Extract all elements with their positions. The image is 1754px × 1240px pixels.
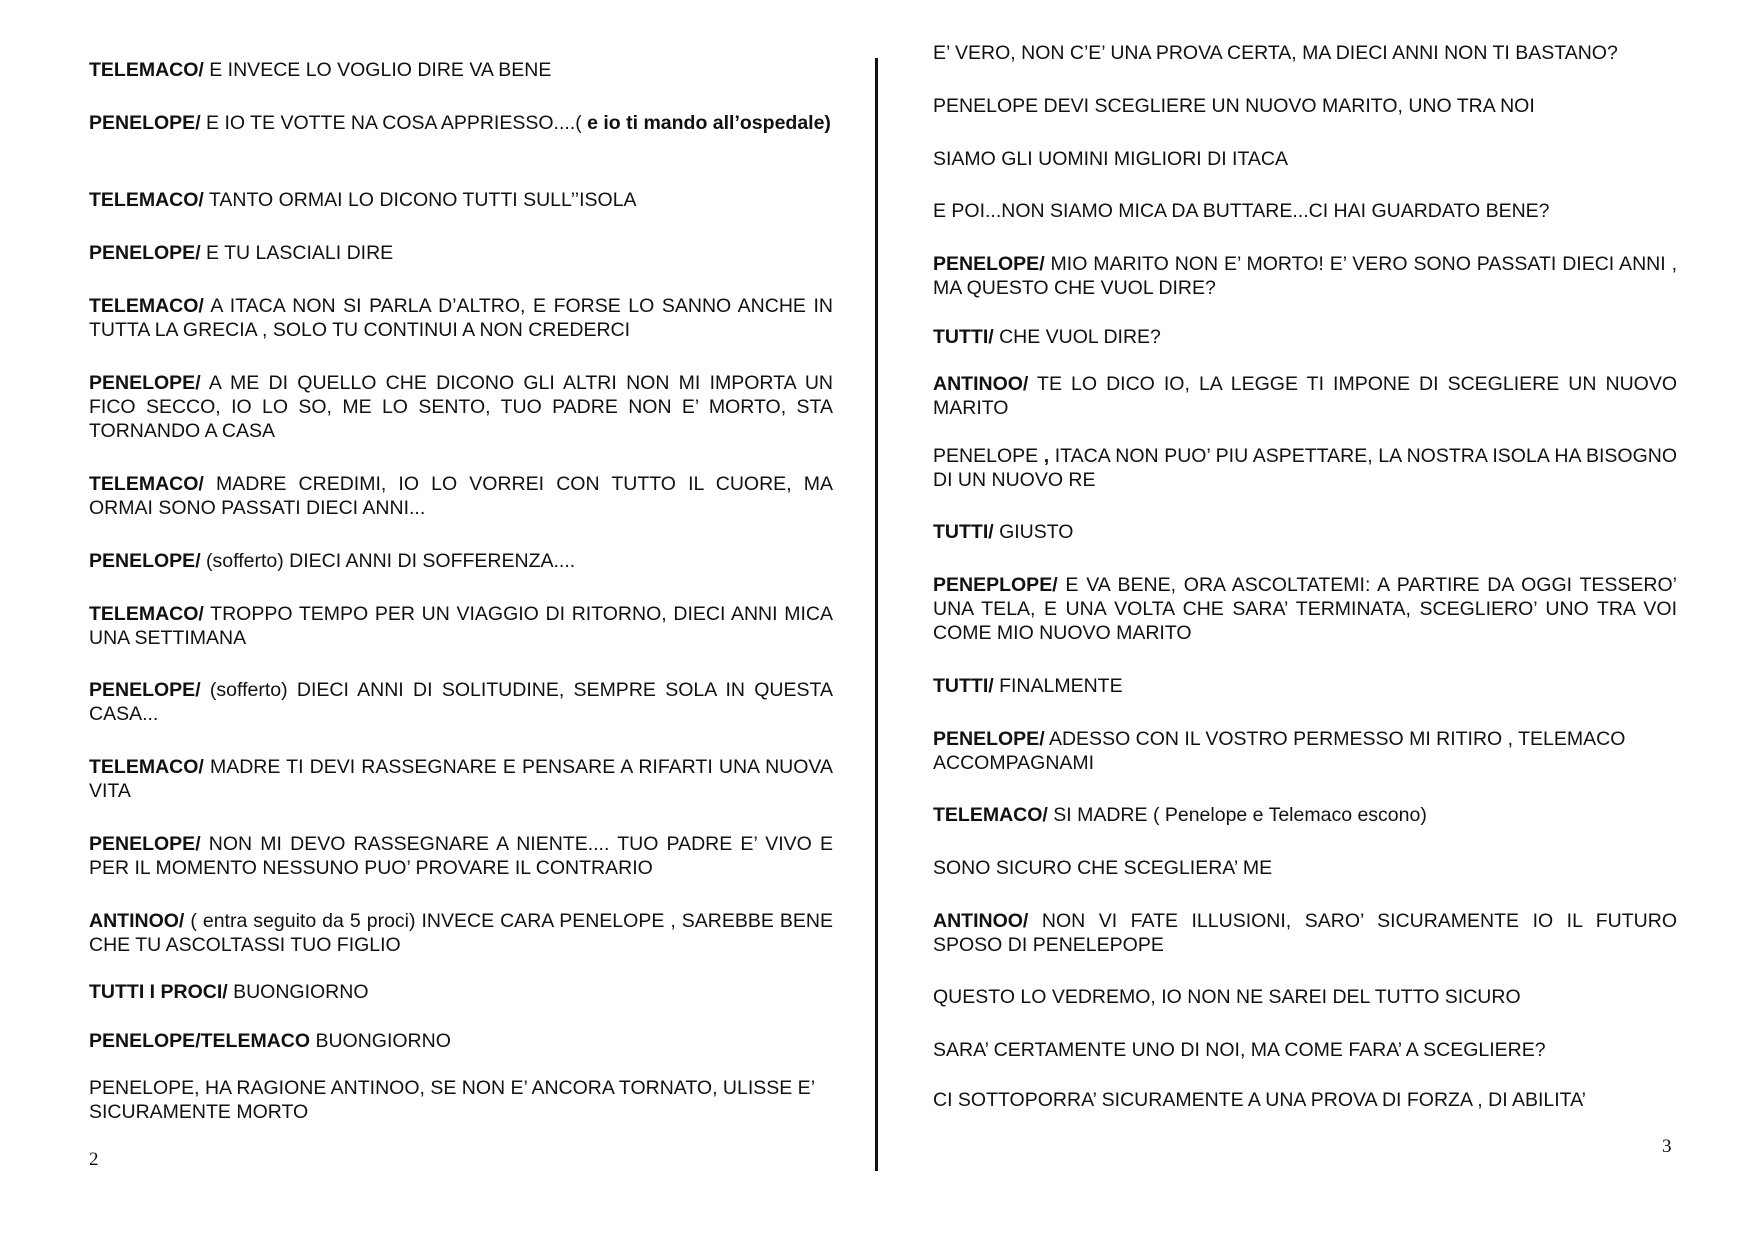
dialogue-line	[933, 1088, 1677, 1112]
speaker-name: TUTTI	[933, 675, 989, 697]
speaker-name: PENELOPE	[89, 242, 196, 264]
line-text: TE LO DICO IO, LA LEGGE TI IMPONE DI SCEGLIERE UN NUOVO MARITO	[933, 373, 1677, 419]
line-text: MIO MARITO NON E’ MORTO! E’ VERO SONO PASSATI DIECI ANNI , MA QUESTO CHE VUOL DIRE?	[933, 253, 1677, 299]
line-text: CHE VUOL DIRE?	[993, 326, 1161, 348]
line-text: ADESSO CON IL VOSTRO PERMESSO MI RITIRO , TELEMACO ACCOMPAGNAMI	[933, 728, 1626, 774]
dialogue-line: TELEMACO/ E INVECE LO VOGLIO DIRE VA BENE	[89, 59, 552, 81]
dialogue-line: ANTINOO/ NON VI FATE ILLUSIONI, SARO’ SICURAMENTE IO IL FUTURO SPOSO DI PENELEPOPE	[933, 910, 1677, 956]
dialogue-line: TUTTI/ CHE VUOL DIRE?	[933, 326, 1161, 348]
line-text: A ME DI QUELLO CHE DICONO GLI ALTRI NON MI IMPORTA UN FICO SECCO, IO LO SO, ME LO SENTO, TUO PADRE NON E’ MORTO, STA TORNANDO A CASA	[89, 372, 833, 442]
speaker-name: TELEMACO	[89, 473, 199, 495]
speaker-name: PENELOPE	[89, 550, 196, 572]
line-text: A ITACA NON SI PARLA D’ALTRO, E FORSE LO SANNO ANCHE IN TUTTA LA GRECIA , SOLO TU CONTINUI A NON CREDERCI	[89, 295, 833, 341]
dialogue-line: TUTTI/ GIUSTO	[933, 521, 1074, 543]
dialogue-line: ANTINOO/ TE LO DICO IO, LA LEGGE TI IMPONE DI SCEGLIERE UN NUOVO MARITO	[933, 373, 1677, 419]
speaker-name: PENELOPE	[933, 728, 1040, 750]
speaker-name: TELEMACO	[89, 756, 199, 778]
dialogue-line: PENEPLOPE/ E VA BENE, ORA ASCOLTATEMI: A PARTIRE DA OGGI TESSERO’ UNA TELA, E UNA VOLTA CHE SARA’ TERMINATA, SCEGLIERO’ UNO TRA VOI COME MIO NUOVO MARITO	[933, 574, 1677, 644]
line-text: GIUSTO	[993, 521, 1074, 543]
line-text: MADRE CREDIMI, IO LO VORREI CON TUTTO IL CUORE, MA ORMAI SONO PASSATI DIECI ANNI...	[89, 473, 833, 519]
dialogue-line: TELEMACO/ MADRE CREDIMI, IO LO VORREI CON TUTTO IL CUORE, MA ORMAI SONO PASSATI DIECI ANNI...	[89, 473, 833, 519]
line-text: E’ VERO, NON C’E’ UNA PROVA CERTA, MA DIECI ANNI NON TI BASTANO?	[933, 42, 1618, 64]
dialogue-line: PENELOPE/ E IO TE VOTTE NA COSA APPRIESSO....( e io ti mando all’ospedale)	[89, 112, 831, 134]
speaker-name: PENELOPE/TELEMACO	[89, 1030, 311, 1052]
speaker-name: TUTTI	[933, 326, 989, 348]
speaker-name: TELEMACO	[89, 59, 199, 81]
speaker-name: ANTINOO	[933, 910, 1023, 932]
speaker-name: PENELOPE	[89, 372, 196, 394]
dialogue-line: TELEMACO/ TROPPO TEMPO PER UN VIAGGIO DI RITORNO, DIECI ANNI MICA UNA SETTIMANA	[89, 603, 833, 649]
page-number-right: 3	[1662, 1136, 1672, 1157]
dialogue-line: TELEMACO/ MADRE TI DEVI RASSEGNARE E PENSARE A RIFARTI UNA NUOVA VITA	[89, 756, 833, 802]
dialogue-line	[933, 985, 1677, 1009]
line-text: QUESTO LO VEDREMO, IO NON NE SAREI DEL TUTTO SICURO	[933, 986, 1521, 1008]
line-text: SI MADRE ( Penelope e Telemaco escono)	[1047, 804, 1427, 826]
speaker-name: PENEPLOPE	[933, 574, 1053, 596]
line-text: ( entra seguito da 5 proci) INVECE CARA PENELOPE , SAREBBE BENE CHE TU ASCOLTASSI TUO FIGLIO	[89, 910, 833, 956]
line-text: SONO SICURO CHE SCEGLIERA’ ME	[933, 857, 1273, 879]
dialogue-line	[933, 856, 1677, 880]
dialogue-line: PENELOPE/ E TU LASCIALI DIRE	[89, 242, 394, 264]
page-divider	[875, 58, 878, 1171]
dialogue-line	[933, 199, 1677, 223]
speaker-name: PENELOPE	[89, 833, 196, 855]
dialogue-line	[933, 41, 1677, 65]
line-text: PENELOPE, HA RAGIONE ANTINOO, SE NON E’ ANCORA TORNATO, ULISSE E’ SICURAMENTE MORTO	[89, 1077, 815, 1123]
dialogue-line: ANTINOO/ ( entra seguito da 5 proci) INVECE CARA PENELOPE , SAREBBE BENE CHE TU ASCOLTASSI TUO FIGLIO	[89, 910, 833, 956]
line-text: CI SOTTOPORRA’ SICURAMENTE A UNA PROVA DI FORZA , DI ABILITA’	[933, 1089, 1587, 1111]
speaker-name: TUTTI I PROCI	[89, 981, 223, 1003]
speaker-name: TELEMACO	[89, 295, 199, 317]
line-text: SIAMO GLI UOMINI MIGLIORI DI ITACA	[933, 148, 1289, 170]
speaker-name: TUTTI	[933, 521, 989, 543]
line-text: (sofferto) DIECI ANNI DI SOLITUDINE, SEMPRE SOLA IN QUESTA CASA...	[89, 679, 833, 725]
stage-direction: e io ti mando all’ospedale)	[587, 112, 831, 134]
dialogue-line: PENELOPE/ A ME DI QUELLO CHE DICONO GLI ALTRI NON MI IMPORTA UN FICO SECCO, IO LO SO, ME LO SENTO, TUO PADRE NON E’ MORTO, STA TORNANDO A CASA	[89, 372, 833, 442]
line-text: BUONGIORNO	[227, 981, 369, 1003]
dialogue-line	[89, 1029, 833, 1053]
speaker-name: PENELOPE	[89, 112, 196, 134]
line-text: E VA BENE, ORA ASCOLTATEMI: A PARTIRE DA OGGI TESSERO’ UNA TELA, E UNA VOLTA CHE SARA’ TERMINATA, SCEGLIERO’ UNO TRA VOI COME MIO NUOVO MARITO	[933, 574, 1677, 644]
dialogue-line	[89, 1076, 833, 1124]
dialogue-line	[933, 94, 1677, 118]
line-text: BUONGIORNO	[310, 1030, 451, 1052]
page-number-left: 2	[89, 1149, 99, 1170]
line-text: PENELOPE DEVI SCEGLIERE UN NUOVO MARITO, UNO TRA NOI	[933, 95, 1535, 117]
dialogue-line	[933, 1038, 1677, 1062]
line-text: SARA’ CERTAMENTE UNO DI NOI, MA COME FARA’ A SCEGLIERE?	[933, 1039, 1546, 1061]
line-text: E IO TE VOTTE NA COSA APPRIESSO....(	[200, 112, 588, 134]
line-text: MADRE TI DEVI RASSEGNARE E PENSARE A RIFARTI UNA NUOVA VITA	[89, 756, 833, 802]
dialogue-line: TELEMACO/ SI MADRE ( Penelope e Telemaco escono)	[933, 804, 1427, 826]
dialogue-line: PENELOPE/ NON MI DEVO RASSEGNARE A NIENTE.... TUO PADRE E’ VIVO E PER IL MOMENTO NESSUNO PUO’ PROVARE IL CONTRARIO	[89, 833, 833, 879]
line-text: (sofferto) DIECI ANNI DI SOFFERENZA....	[200, 550, 576, 572]
line-text: FINALMENTE	[993, 675, 1123, 697]
speaker-name: PENELOPE	[89, 679, 196, 701]
dialogue-line: PENELOPE , ITACA NON PUO’ PIU ASPETTARE, LA NOSTRA ISOLA HA BISOGNO DI UN NUOVO RE	[933, 445, 1677, 491]
line-text: NON VI FATE ILLUSIONI, SARO’ SICURAMENTE IO IL FUTURO SPOSO DI PENELEPOPE	[933, 910, 1677, 956]
dialogue-line: PENELOPE/ MIO MARITO NON E’ MORTO! E’ VERO SONO PASSATI DIECI ANNI , MA QUESTO CHE VUOL DIRE?	[933, 253, 1677, 299]
speaker-name: PENELOPE	[933, 253, 1040, 275]
dialogue-line: TUTTI/ FINALMENTE	[933, 675, 1123, 697]
line-text: E POI...NON SIAMO MICA DA BUTTARE...CI HAI GUARDATO BENE?	[933, 200, 1550, 222]
line-text: E TU LASCIALI DIRE	[200, 242, 394, 264]
speaker-name: TELEMACO	[89, 603, 199, 625]
speaker-name: ANTINOO	[89, 910, 179, 932]
line-text: E INVECE LO VOGLIO DIRE VA BENE	[203, 59, 552, 81]
dialogue-line: TELEMACO/ TANTO ORMAI LO DICONO TUTTI SULL’’ISOLA	[89, 189, 637, 211]
dialogue-line: TELEMACO/ A ITACA NON SI PARLA D’ALTRO, E FORSE LO SANNO ANCHE IN TUTTA LA GRECIA , SOLO TU CONTINUI A NON CREDERCI	[89, 295, 833, 341]
speaker-name: TELEMACO	[89, 189, 199, 211]
dialogue-line: PENELOPE/ (sofferto) DIECI ANNI DI SOLITUDINE, SEMPRE SOLA IN QUESTA CASA...	[89, 679, 833, 725]
dialogue-line: PENELOPE/ ADESSO CON IL VOSTRO PERMESSO MI RITIRO , TELEMACO ACCOMPAGNAMI	[933, 728, 1626, 774]
dialogue-line	[933, 147, 1677, 171]
speaker-name: TELEMACO	[933, 804, 1043, 826]
line-text: TANTO ORMAI LO DICONO TUTTI SULL’’ISOLA	[203, 189, 637, 211]
line-text: NON MI DEVO RASSEGNARE A NIENTE.... TUO PADRE E’ VIVO E PER IL MOMENTO NESSUNO PUO’ PROVARE IL CONTRARIO	[89, 833, 833, 879]
line-text: PENELOPE	[933, 445, 1044, 467]
line-text: TROPPO TEMPO PER UN VIAGGIO DI RITORNO, DIECI ANNI MICA UNA SETTIMANA	[89, 603, 833, 649]
speaker-name: ANTINOO	[933, 373, 1023, 395]
dialogue-line: PENELOPE/ (sofferto) DIECI ANNI DI SOFFERENZA....	[89, 550, 576, 572]
dialogue-line: TUTTI I PROCI/ BUONGIORNO	[89, 981, 369, 1003]
